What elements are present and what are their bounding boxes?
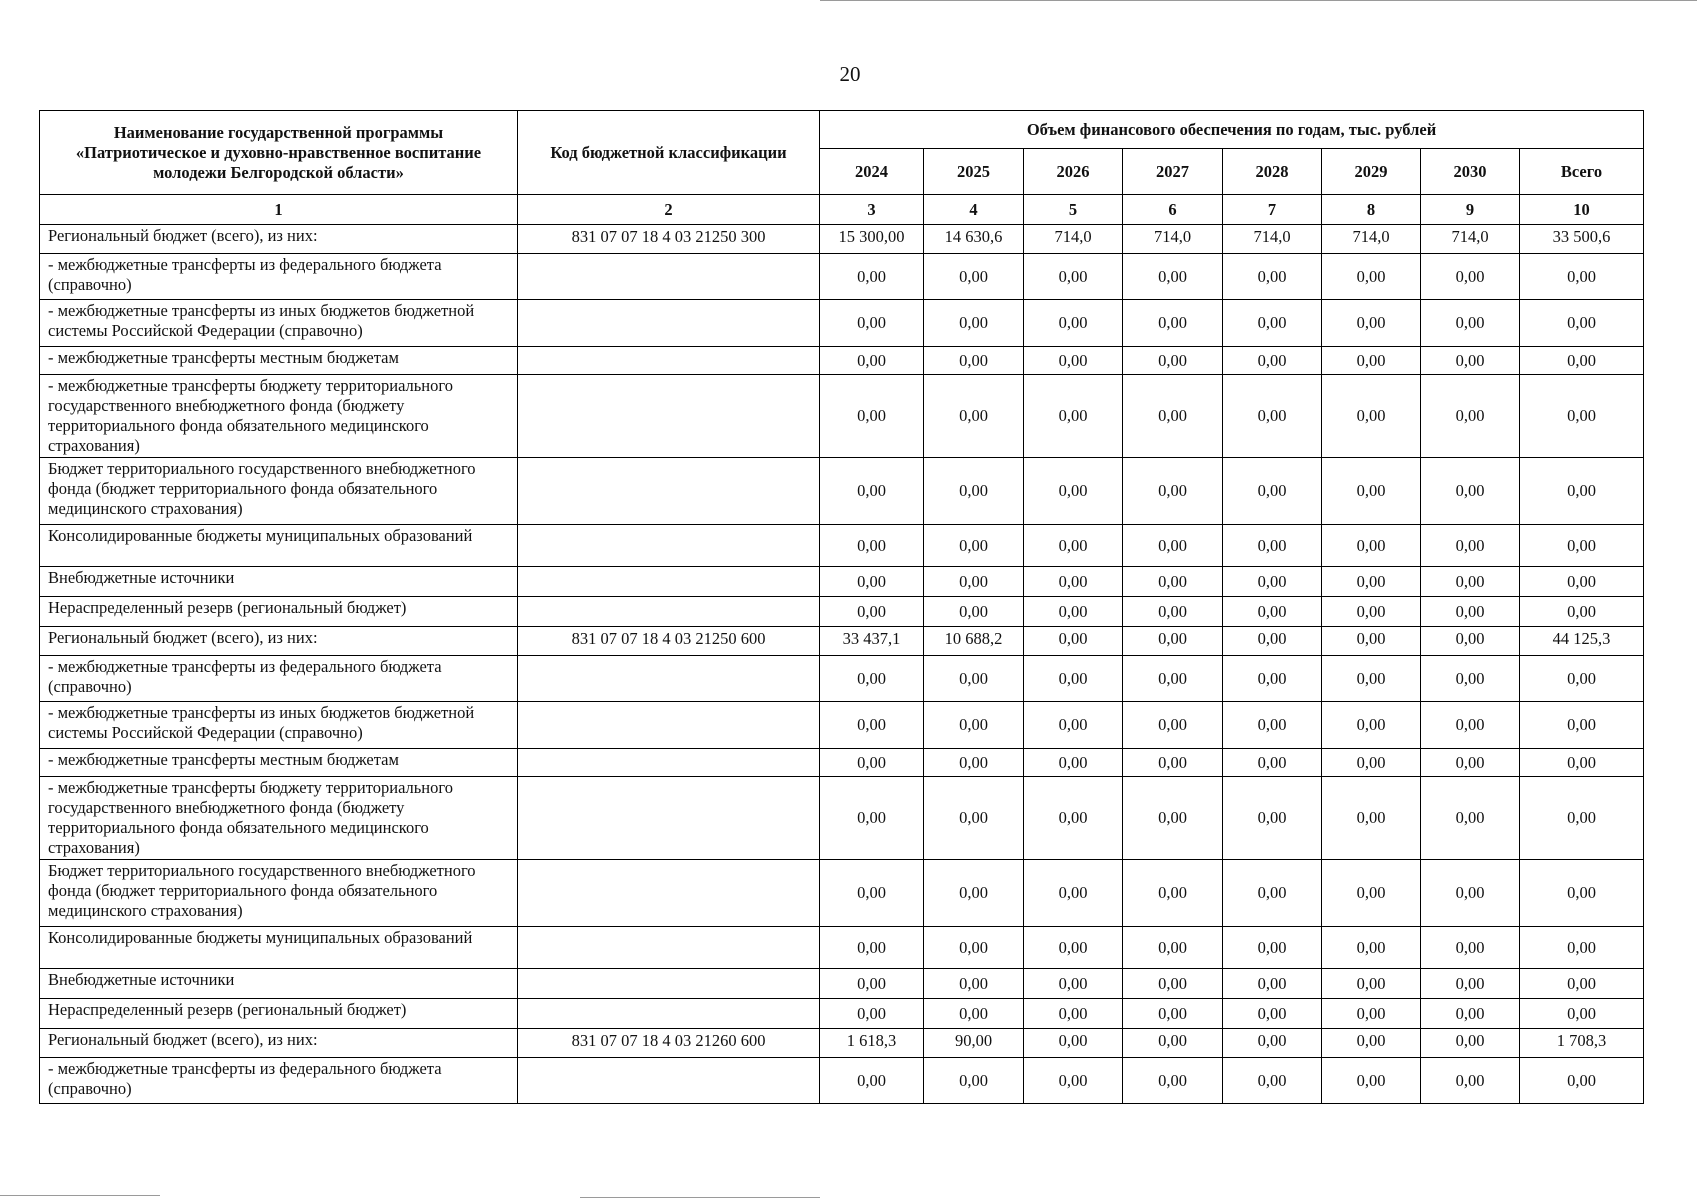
row-year-value: 714,0 xyxy=(1223,225,1322,254)
row-budget-code xyxy=(518,567,820,597)
row-budget-code xyxy=(518,300,820,347)
row-year-value: 0,00 xyxy=(1421,1058,1520,1104)
row-year-value: 0,00 xyxy=(1024,300,1123,347)
page-number: 20 xyxy=(839,62,861,86)
row-year-value: 0,00 xyxy=(820,1058,924,1104)
row-budget-code xyxy=(518,702,820,749)
table-row xyxy=(40,347,1644,375)
row-name: Внебюджетные источники xyxy=(40,567,518,597)
row-year-value: 0,00 xyxy=(1223,375,1322,458)
row-year-value: 0,00 xyxy=(1322,347,1421,375)
row-year-value: 0,00 xyxy=(1123,860,1223,927)
row-budget-code xyxy=(518,927,820,969)
row-budget-code: 831 07 07 18 4 03 21250 600 xyxy=(518,627,820,656)
row-year-value: 0,00 xyxy=(924,1058,1024,1104)
column-index: 3 xyxy=(820,195,924,225)
table-row xyxy=(40,749,1644,777)
row-year-value: 0,00 xyxy=(1421,567,1520,597)
row-total-value: 0,00 xyxy=(1520,860,1644,927)
row-year-value: 0,00 xyxy=(924,347,1024,375)
row-year-value: 0,00 xyxy=(820,860,924,927)
row-year-value: 0,00 xyxy=(1223,525,1322,567)
scan-edge-bottom-mid xyxy=(580,1197,820,1198)
row-year-value: 90,00 xyxy=(924,1029,1024,1058)
row-year-value: 0,00 xyxy=(820,458,924,525)
row-name: - межбюджетные трансферты местным бюджетам xyxy=(40,347,518,375)
row-total-value: 0,00 xyxy=(1520,347,1644,375)
row-year-value: 0,00 xyxy=(1421,969,1520,999)
row-year-value: 0,00 xyxy=(1223,1058,1322,1104)
table-row xyxy=(40,597,1644,627)
row-year-value: 0,00 xyxy=(1421,749,1520,777)
row-year-value: 0,00 xyxy=(1123,458,1223,525)
row-total-value: 0,00 xyxy=(1520,254,1644,300)
row-year-value: 0,00 xyxy=(1123,969,1223,999)
row-year-value: 0,00 xyxy=(1421,927,1520,969)
header-year: 2029 xyxy=(1322,149,1421,195)
row-year-value: 0,00 xyxy=(1123,749,1223,777)
row-year-value: 0,00 xyxy=(1123,597,1223,627)
financing-table xyxy=(39,110,1644,1104)
row-total-value: 0,00 xyxy=(1520,567,1644,597)
row-year-value: 0,00 xyxy=(1024,254,1123,300)
row-year-value: 0,00 xyxy=(1322,656,1421,702)
row-year-value: 0,00 xyxy=(1322,300,1421,347)
row-year-value: 0,00 xyxy=(1421,627,1520,656)
row-year-value: 0,00 xyxy=(1421,656,1520,702)
financing-table-container xyxy=(39,110,1644,1104)
row-budget-code xyxy=(518,999,820,1029)
row-year-value: 0,00 xyxy=(1223,597,1322,627)
row-name: Нераспределенный резерв (региональный бюджет) xyxy=(40,597,518,627)
row-year-value: 0,00 xyxy=(1123,254,1223,300)
row-year-value: 0,00 xyxy=(1024,1058,1123,1104)
row-total-value: 0,00 xyxy=(1520,597,1644,627)
row-budget-code xyxy=(518,458,820,525)
header-year: Всего xyxy=(1520,149,1644,195)
row-name: - межбюджетные трансферты из федерального бюджета (справочно) xyxy=(40,656,518,702)
header-year: 2028 xyxy=(1223,149,1322,195)
row-year-value: 0,00 xyxy=(1322,458,1421,525)
table-row xyxy=(40,567,1644,597)
row-year-value: 0,00 xyxy=(1223,300,1322,347)
row-year-value: 0,00 xyxy=(1223,656,1322,702)
row-total-value: 0,00 xyxy=(1520,525,1644,567)
column-index: 10 xyxy=(1520,195,1644,225)
row-year-value: 0,00 xyxy=(820,597,924,627)
row-name: Региональный бюджет (всего), из них: xyxy=(40,1029,518,1058)
row-year-value: 0,00 xyxy=(1024,749,1123,777)
header-index-row xyxy=(40,195,1644,225)
row-total-value: 0,00 xyxy=(1520,1058,1644,1104)
row-year-value: 0,00 xyxy=(924,999,1024,1029)
row-year-value: 0,00 xyxy=(1024,969,1123,999)
row-year-value: 0,00 xyxy=(924,567,1024,597)
row-year-value: 0,00 xyxy=(1024,927,1123,969)
row-year-value: 0,00 xyxy=(1322,597,1421,627)
row-year-value: 0,00 xyxy=(820,300,924,347)
row-year-value: 1 618,3 xyxy=(820,1029,924,1058)
row-total-value: 44 125,3 xyxy=(1520,627,1644,656)
row-name: Региональный бюджет (всего), из них: xyxy=(40,225,518,254)
row-year-value: 0,00 xyxy=(820,927,924,969)
row-total-value: 0,00 xyxy=(1520,969,1644,999)
row-year-value: 0,00 xyxy=(1421,999,1520,1029)
header-year: 2026 xyxy=(1024,149,1123,195)
row-year-value: 0,00 xyxy=(1123,927,1223,969)
row-year-value: 0,00 xyxy=(1223,749,1322,777)
row-year-value: 0,00 xyxy=(1024,702,1123,749)
row-year-value: 0,00 xyxy=(1223,927,1322,969)
header-year: 2027 xyxy=(1123,149,1223,195)
row-year-value: 0,00 xyxy=(924,656,1024,702)
row-budget-code xyxy=(518,969,820,999)
table-row xyxy=(40,627,1644,656)
row-year-value: 0,00 xyxy=(820,749,924,777)
row-year-value: 0,00 xyxy=(820,969,924,999)
row-year-value: 0,00 xyxy=(1024,525,1123,567)
row-year-value: 714,0 xyxy=(1024,225,1123,254)
row-year-value: 0,00 xyxy=(1223,254,1322,300)
row-year-value: 0,00 xyxy=(924,300,1024,347)
row-total-value: 0,00 xyxy=(1520,300,1644,347)
header-budget-code: Код бюджетной классификации xyxy=(518,111,820,195)
row-name: Консолидированные бюджеты муниципальных образований xyxy=(40,927,518,969)
row-year-value: 0,00 xyxy=(1421,1029,1520,1058)
row-year-value: 0,00 xyxy=(820,375,924,458)
row-year-value: 0,00 xyxy=(924,702,1024,749)
row-year-value: 0,00 xyxy=(924,458,1024,525)
row-name: Бюджет территориального государственного внебюджетного фонда (бюджет территориального фонда обязательного медицинского страхования) xyxy=(40,458,518,525)
column-index: 8 xyxy=(1322,195,1421,225)
row-year-value: 0,00 xyxy=(1322,702,1421,749)
row-name: Консолидированные бюджеты муниципальных образований xyxy=(40,525,518,567)
table-body xyxy=(40,225,1644,1104)
row-year-value: 0,00 xyxy=(1421,702,1520,749)
row-year-value: 0,00 xyxy=(1322,525,1421,567)
row-budget-code xyxy=(518,597,820,627)
row-year-value: 0,00 xyxy=(1123,347,1223,375)
row-budget-code: 831 07 07 18 4 03 21250 300 xyxy=(518,225,820,254)
row-year-value: 0,00 xyxy=(1123,627,1223,656)
row-year-value: 714,0 xyxy=(1421,225,1520,254)
row-year-value: 0,00 xyxy=(1024,347,1123,375)
row-year-value: 0,00 xyxy=(1024,999,1123,1029)
table-row xyxy=(40,375,1644,458)
row-year-value: 0,00 xyxy=(1123,1029,1223,1058)
table-row xyxy=(40,1058,1644,1104)
row-year-value: 714,0 xyxy=(1322,225,1421,254)
header-program-name: Наименование государственной программы «Патриотическое и духовно-нравственное воспитание молодежи Белгородской области» xyxy=(40,111,518,195)
row-year-value: 0,00 xyxy=(1421,375,1520,458)
row-name: Внебюджетные источники xyxy=(40,969,518,999)
row-year-value: 0,00 xyxy=(1123,525,1223,567)
row-year-value: 0,00 xyxy=(1322,1029,1421,1058)
row-year-value: 33 437,1 xyxy=(820,627,924,656)
row-budget-code xyxy=(518,1058,820,1104)
row-year-value: 0,00 xyxy=(820,777,924,860)
row-year-value: 10 688,2 xyxy=(924,627,1024,656)
table-row xyxy=(40,525,1644,567)
column-index: 6 xyxy=(1123,195,1223,225)
row-total-value: 0,00 xyxy=(1520,656,1644,702)
row-year-value: 0,00 xyxy=(924,860,1024,927)
row-year-value: 0,00 xyxy=(924,777,1024,860)
row-year-value: 0,00 xyxy=(1024,597,1123,627)
row-year-value: 0,00 xyxy=(1223,999,1322,1029)
row-year-value: 0,00 xyxy=(1024,777,1123,860)
row-year-value: 0,00 xyxy=(1123,656,1223,702)
row-year-value: 0,00 xyxy=(924,749,1024,777)
row-year-value: 0,00 xyxy=(1024,627,1123,656)
row-total-value: 0,00 xyxy=(1520,702,1644,749)
table-row xyxy=(40,999,1644,1029)
row-year-value: 0,00 xyxy=(924,597,1024,627)
row-year-value: 0,00 xyxy=(924,927,1024,969)
row-total-value: 33 500,6 xyxy=(1520,225,1644,254)
row-name: - межбюджетные трансферты из иных бюджетов бюджетной системы Российской Федерации (справочно) xyxy=(40,300,518,347)
row-year-value: 714,0 xyxy=(1123,225,1223,254)
row-year-value: 0,00 xyxy=(924,375,1024,458)
row-budget-code xyxy=(518,777,820,860)
table-row xyxy=(40,1029,1644,1058)
row-year-value: 0,00 xyxy=(1322,567,1421,597)
row-year-value: 0,00 xyxy=(820,999,924,1029)
row-year-value: 0,00 xyxy=(820,567,924,597)
row-year-value: 14 630,6 xyxy=(924,225,1024,254)
row-year-value: 15 300,00 xyxy=(820,225,924,254)
row-year-value: 0,00 xyxy=(1322,254,1421,300)
row-year-value: 0,00 xyxy=(1024,567,1123,597)
row-year-value: 0,00 xyxy=(1421,525,1520,567)
row-year-value: 0,00 xyxy=(1223,458,1322,525)
header-year: 2024 xyxy=(820,149,924,195)
row-year-value: 0,00 xyxy=(1223,1029,1322,1058)
row-year-value: 0,00 xyxy=(1322,860,1421,927)
column-index: 1 xyxy=(40,195,518,225)
row-name: - межбюджетные трансферты бюджету территориального государственного внебюджетного фонда (бюджету территориального фонда обязательного медицинского страхования) xyxy=(40,777,518,860)
row-year-value: 0,00 xyxy=(1322,999,1421,1029)
row-name: Нераспределенный резерв (региональный бюджет) xyxy=(40,999,518,1029)
row-year-value: 0,00 xyxy=(1421,860,1520,927)
row-year-value: 0,00 xyxy=(1223,969,1322,999)
row-year-value: 0,00 xyxy=(1322,749,1421,777)
row-year-value: 0,00 xyxy=(1421,300,1520,347)
column-index: 7 xyxy=(1223,195,1322,225)
scan-edge-bottom xyxy=(0,1195,160,1196)
row-year-value: 0,00 xyxy=(1223,860,1322,927)
row-year-value: 0,00 xyxy=(1223,347,1322,375)
row-name: - межбюджетные трансферты местным бюджетам xyxy=(40,749,518,777)
header-financing-volume: Объем финансового обеспечения по годам, тыс. рублей xyxy=(820,111,1644,149)
row-year-value: 0,00 xyxy=(1223,567,1322,597)
row-year-value: 0,00 xyxy=(1322,927,1421,969)
row-year-value: 0,00 xyxy=(1024,1029,1123,1058)
row-total-value: 0,00 xyxy=(1520,375,1644,458)
header-row-1 xyxy=(40,111,1644,149)
row-budget-code xyxy=(518,656,820,702)
row-name: - межбюджетные трансферты из иных бюджетов бюджетной системы Российской Федерации (справочно) xyxy=(40,702,518,749)
column-index: 2 xyxy=(518,195,820,225)
row-year-value: 0,00 xyxy=(1123,1058,1223,1104)
row-year-value: 0,00 xyxy=(924,254,1024,300)
row-year-value: 0,00 xyxy=(1223,627,1322,656)
table-row xyxy=(40,969,1644,999)
row-year-value: 0,00 xyxy=(1322,627,1421,656)
row-name: - межбюджетные трансферты из федерального бюджета (справочно) xyxy=(40,1058,518,1104)
table-row xyxy=(40,300,1644,347)
row-year-value: 0,00 xyxy=(1421,597,1520,627)
row-year-value: 0,00 xyxy=(1123,300,1223,347)
row-year-value: 0,00 xyxy=(1123,702,1223,749)
column-index: 5 xyxy=(1024,195,1123,225)
row-year-value: 0,00 xyxy=(820,254,924,300)
table-row xyxy=(40,927,1644,969)
header-year: 2025 xyxy=(924,149,1024,195)
row-budget-code xyxy=(518,525,820,567)
row-year-value: 0,00 xyxy=(1421,458,1520,525)
row-year-value: 0,00 xyxy=(924,525,1024,567)
row-budget-code xyxy=(518,860,820,927)
row-year-value: 0,00 xyxy=(1421,777,1520,860)
column-index: 4 xyxy=(924,195,1024,225)
row-name: - межбюджетные трансферты бюджету территориального государственного внебюджетного фонда (бюджету территориального фонда обязательного медицинского страхования) xyxy=(40,375,518,458)
row-name: - межбюджетные трансферты из федерального бюджета (справочно) xyxy=(40,254,518,300)
row-year-value: 0,00 xyxy=(1322,1058,1421,1104)
row-name: Бюджет территориального государственного внебюджетного фонда (бюджет территориального фонда обязательного медицинского страхования) xyxy=(40,860,518,927)
row-year-value: 0,00 xyxy=(1223,777,1322,860)
table-row xyxy=(40,702,1644,749)
column-index: 9 xyxy=(1421,195,1520,225)
table-row xyxy=(40,254,1644,300)
row-year-value: 0,00 xyxy=(820,347,924,375)
row-total-value: 0,00 xyxy=(1520,999,1644,1029)
row-total-value: 0,00 xyxy=(1520,927,1644,969)
row-total-value: 0,00 xyxy=(1520,458,1644,525)
table-row xyxy=(40,777,1644,860)
table-row xyxy=(40,225,1644,254)
row-year-value: 0,00 xyxy=(1123,999,1223,1029)
row-year-value: 0,00 xyxy=(1024,860,1123,927)
table-row xyxy=(40,656,1644,702)
row-budget-code xyxy=(518,375,820,458)
row-year-value: 0,00 xyxy=(1024,458,1123,525)
row-year-value: 0,00 xyxy=(1024,375,1123,458)
row-name: Региональный бюджет (всего), из них: xyxy=(40,627,518,656)
row-year-value: 0,00 xyxy=(1123,567,1223,597)
row-budget-code xyxy=(518,749,820,777)
row-year-value: 0,00 xyxy=(1322,969,1421,999)
row-total-value: 0,00 xyxy=(1520,749,1644,777)
scan-edge-top xyxy=(820,0,1697,1)
row-year-value: 0,00 xyxy=(1421,254,1520,300)
row-year-value: 0,00 xyxy=(1322,375,1421,458)
table-row xyxy=(40,458,1644,525)
row-year-value: 0,00 xyxy=(1123,375,1223,458)
row-year-value: 0,00 xyxy=(1024,656,1123,702)
row-year-value: 0,00 xyxy=(1123,777,1223,860)
row-budget-code: 831 07 07 18 4 03 21260 600 xyxy=(518,1029,820,1058)
row-total-value: 1 708,3 xyxy=(1520,1029,1644,1058)
row-budget-code xyxy=(518,347,820,375)
row-budget-code xyxy=(518,254,820,300)
row-year-value: 0,00 xyxy=(1322,777,1421,860)
row-total-value: 0,00 xyxy=(1520,777,1644,860)
row-year-value: 0,00 xyxy=(820,702,924,749)
row-year-value: 0,00 xyxy=(1223,702,1322,749)
header-year: 2030 xyxy=(1421,149,1520,195)
table-row xyxy=(40,860,1644,927)
row-year-value: 0,00 xyxy=(820,525,924,567)
row-year-value: 0,00 xyxy=(924,969,1024,999)
row-year-value: 0,00 xyxy=(1421,347,1520,375)
row-year-value: 0,00 xyxy=(820,656,924,702)
